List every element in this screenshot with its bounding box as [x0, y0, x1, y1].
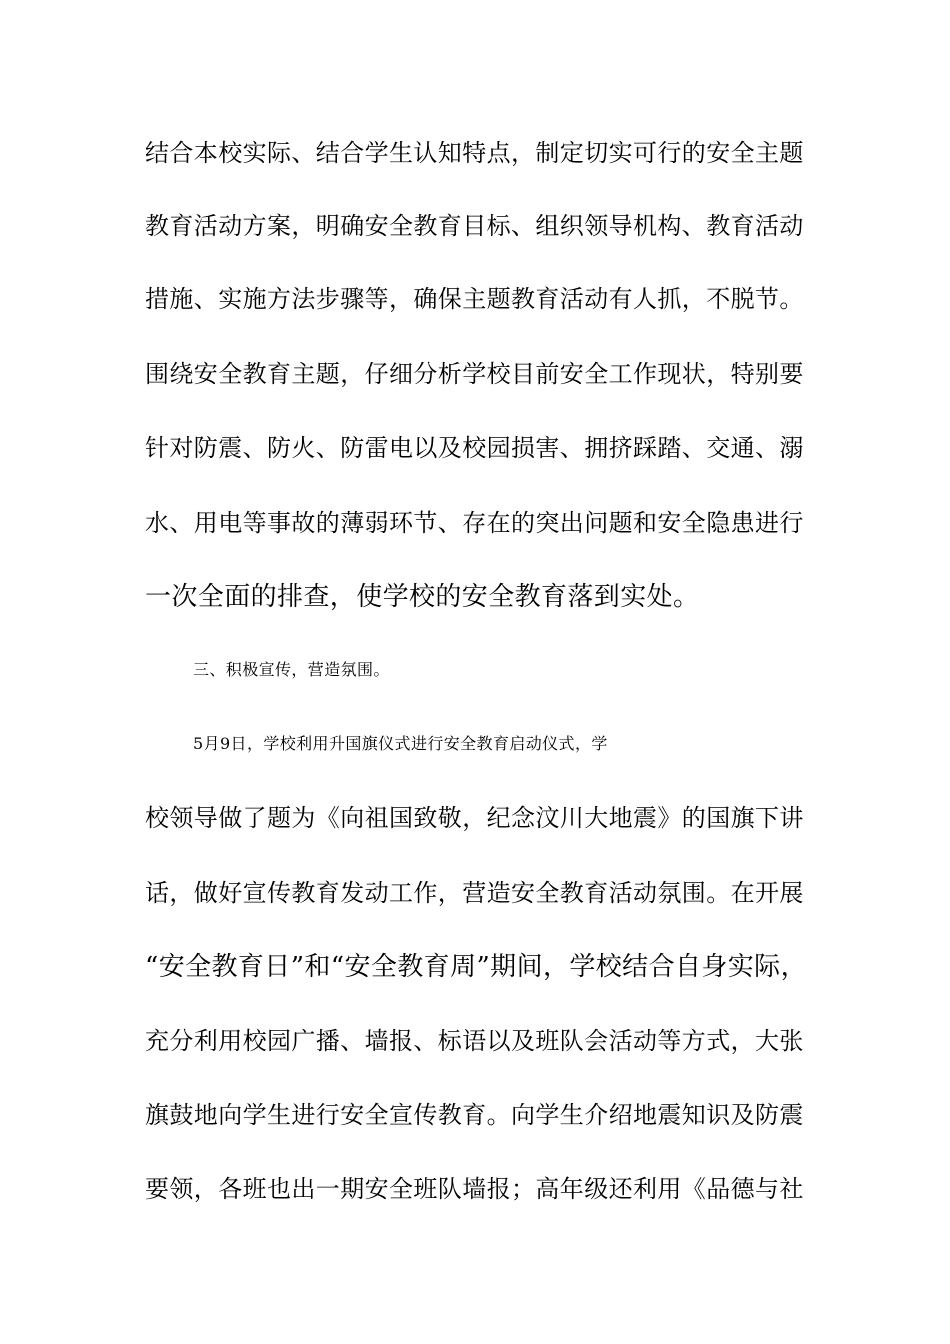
text-line: 校领导做了题为《向祖国致敬，纪念汶川大地震》的国旗下讲: [145, 804, 804, 832]
text-line: 措施、实施方法步骤等，确保主题教育活动有人抓，不脱节。: [145, 285, 804, 313]
text-line: 话，做好宣传教育发动工作，营造安全教育活动氛围。在开展: [145, 879, 804, 907]
text-line: 充分利用校园广播、墙报、标语以及班队会活动等方式，大张: [145, 1027, 804, 1055]
text-line: 针对防震、防火、防雷电以及校园损害、拥挤踩踏、交通、溺: [145, 434, 804, 462]
section-heading: 三、积极宣传，营造氛围。: [193, 660, 390, 679]
text-line: 5月9日，学校利用升国旗仪式进行安全教育启动仪式，学: [193, 734, 608, 753]
text-line: 围绕安全教育主题，仔细分析学校目前安全工作现状，特别要: [145, 360, 804, 388]
text-line: 结合本校实际、结合学生认知特点，制定切实可行的安全主题: [145, 139, 804, 167]
text-line: 旗鼓地向学生进行安全宣传教育。向学生介绍地震知识及防震: [145, 1101, 804, 1129]
text-line: 一次全面的排查，使学校的安全教育落到实处。: [145, 582, 700, 612]
text-line: “安全教育日”和“安全教育周”期间，学校结合自身实际，: [145, 952, 807, 982]
text-line: 水、用电等事故的薄弱环节、存在的突出问题和安全隐患进行: [145, 509, 804, 537]
text-line: 要领，各班也出一期安全班队墙报；高年级还利用《品德与社: [145, 1175, 804, 1203]
text-line: 教育活动方案，明确安全教育目标、组织领导机构、教育活动: [145, 212, 804, 240]
